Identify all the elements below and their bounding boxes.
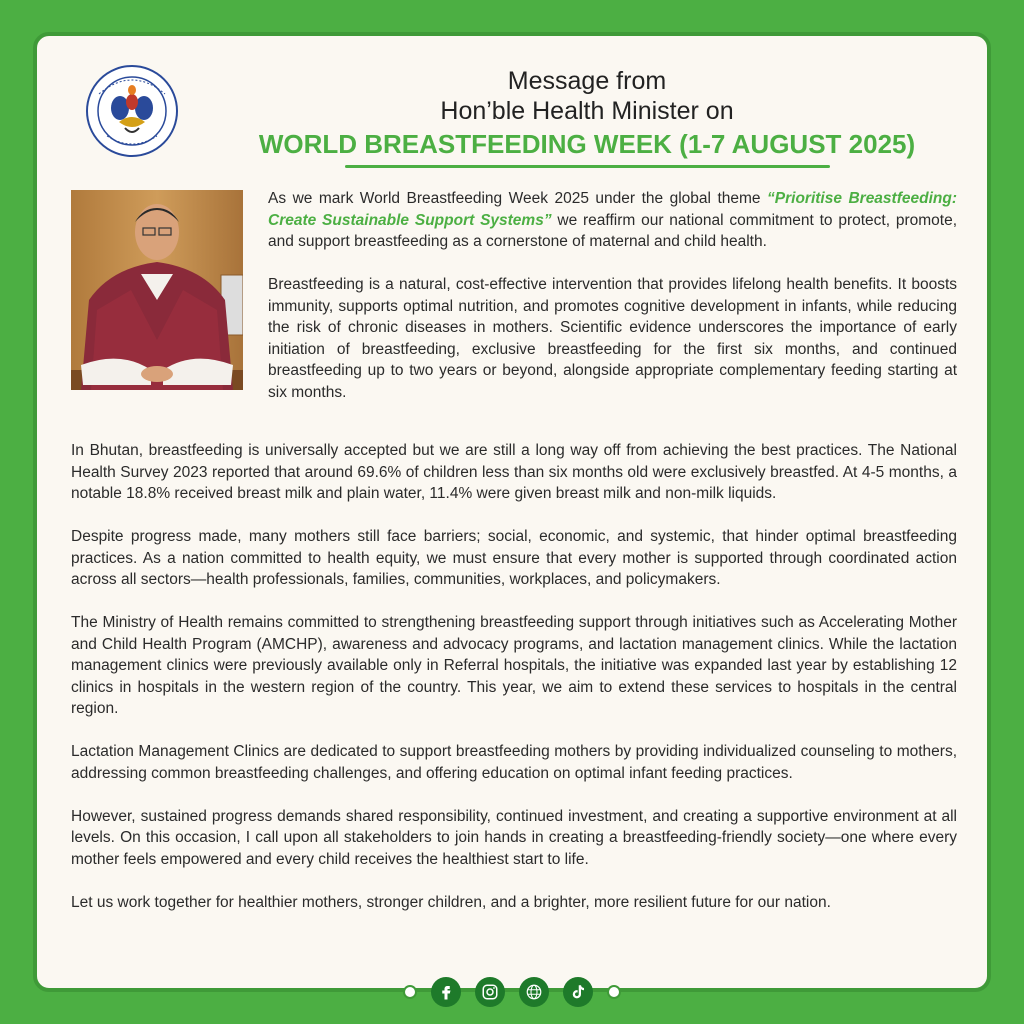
social-footer	[0, 976, 1024, 1008]
intro-paragraph-1	[268, 188, 957, 253]
message-card	[33, 32, 991, 992]
instagram-icon[interactable]	[475, 977, 505, 1007]
body-paragraph-6: Let us work together for healthier mothers, stronger children, and a brighter, more resilient future for our nation.	[71, 893, 831, 911]
body-paragraph-2: Despite progress made, many mothers still face barriers; social, economic, and systemic, that hinder optimal breastfeeding practices. As a nation committed to health equity, we must ensure that every mother is supported through coordinated action across all sectors—health professionals, families, communities, workplaces, and policymakers.	[71, 528, 957, 588]
body-paragraph-1: In Bhutan, breastfeeding is universally accepted but we are still a long way off from achieving the best practices. The National Health Survey 2023 reported that around 69.6% of children less than six months old were exclusively breastfed. At 4-5 months, a notable 18.8% received breast milk and plain water, 11.4% were given breast milk and non-milk liquids.	[71, 442, 957, 502]
title-underline	[345, 165, 830, 168]
intro-text-end: we reaffirm our national commitment to protect, promote, and support breastfeeding as a cornerstone of maternal and child health.	[268, 211, 957, 250]
body-paragraph-4: Lactation Management Clinics are dedicated to support breastfeeding mothers by providing individualized counseling to mothers, addressing common breastfeeding challenges, and offering education on optimal infant feeding practices.	[71, 743, 957, 782]
left-dot	[403, 985, 417, 999]
body-paragraph-3: The Ministry of Health remains committed to strengthening breastfeeding support through initiatives such as Accelerating Mother and Child Health Program (AMCHP), awareness and advocacy programs, and lactation management clinics. While the lactation management clinics were previously available only in Referral hospitals, the initiative was expanded last year by establishing 12 clinics in hospitals in the western region of the country. This year, we aim to extend these services to hospitals in the central region.	[71, 614, 957, 717]
minister-portrait	[71, 190, 243, 390]
header-line-2: Hon’ble Health Minister on	[440, 97, 734, 125]
message-header	[217, 66, 957, 168]
campaign-theme: “Prioritise Breastfeeding: Create Sustainable Support Systems”	[268, 190, 957, 229]
intro-paragraph-2: Breastfeeding is a natural, cost-effective intervention that provides lifelong health benefits. It boosts immunity, supports optimal nutrition, and promotes cognitive development in infants, while reducing the risk of chronic diseases in mothers. Scientific evidence underscores the importance of early initiation of breastfeeding, exclusive breastfeeding for the first six months, and continued breastfeeding up to two years or beyond, alongside appropriate complementary feeding starting at six months.	[268, 276, 957, 401]
facebook-icon[interactable]	[431, 977, 461, 1007]
intro-text-start: As we mark World Breastfeeding Week 2025 under the global theme	[268, 190, 768, 207]
tiktok-icon[interactable]	[563, 977, 593, 1007]
message-body	[71, 440, 957, 935]
event-title: WORLD BREASTFEEDING WEEK (1-7 AUGUST 2025)	[258, 129, 916, 159]
intro-section	[268, 188, 957, 425]
right-dot	[607, 985, 621, 999]
header-line-1: Message from	[507, 67, 667, 95]
body-paragraph-5: However, sustained progress demands shared responsibility, continued investment, and creating a supportive environment at all levels. On this occasion, I call upon all stakeholders to join hands in creating a breastfeeding-friendly society—one where every mother feels empowered and every child receives the healthiest start to life.	[71, 807, 957, 868]
web-icon[interactable]	[519, 977, 549, 1007]
ministry-logo	[85, 64, 179, 158]
